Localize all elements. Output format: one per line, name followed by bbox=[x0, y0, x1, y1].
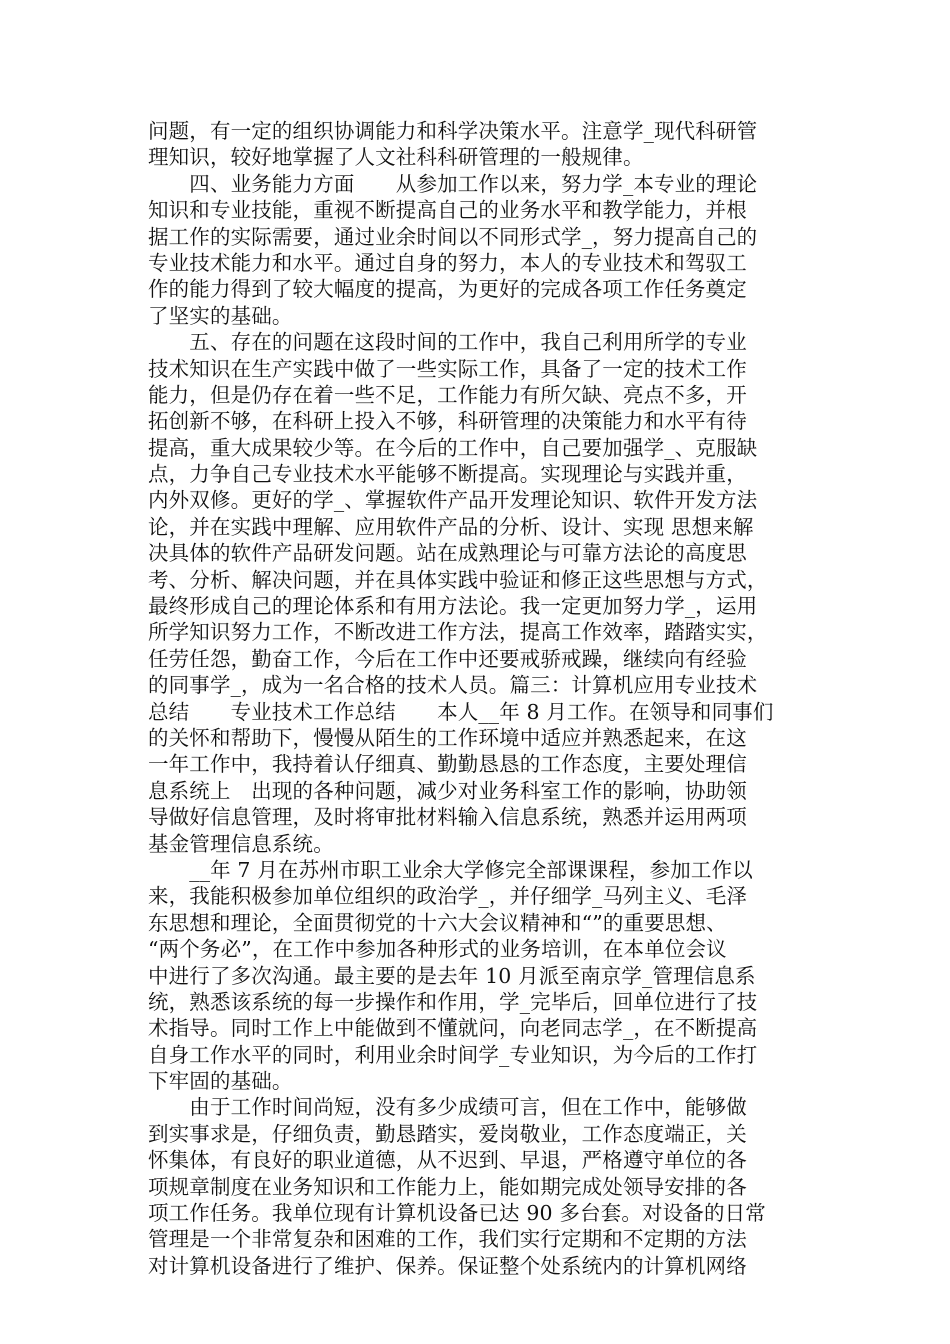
text-line: 息系统上 出现的各种问题，减少对业务科室工作的影响，协助领 bbox=[148, 778, 747, 803]
text-line: 最终形成自己的理论体系和有用方法论。我一定更加努力学_，运用 bbox=[148, 594, 758, 619]
text-line: 知识和专业技能，重视不断提高自己的业务水平和教学能力，并根 bbox=[148, 198, 747, 223]
text-line: 的同事学_，成为一名合格的技术人员。篇三：计算机应用专业技术 bbox=[148, 673, 758, 698]
text-line: 对计算机设备进行了维护、保养。保证整个处系统内的计算机网络 bbox=[148, 1253, 747, 1278]
text-line: 的关怀和帮助下，慢慢从陌生的工作环境中适应并熟悉起来，在这 bbox=[148, 725, 747, 750]
text-line: 所学知识努力工作，不断改进工作方法，提高工作效率，踏踏实实， bbox=[148, 620, 768, 645]
text-line: 拓创新不够，在科研上投入不够，科研管理的决策能力和水平有待 bbox=[148, 409, 747, 434]
body-text bbox=[148, 118, 808, 1279]
text-line: 一年工作中，我持着认仔细真、勤勤恳恳的工作态度，主要处理信 bbox=[148, 752, 747, 777]
text-line: 基金管理信息系统。 bbox=[148, 831, 334, 856]
text-line: 提高，重大成果较少等。在今后的工作中，自己要加强学_、克服缺 bbox=[148, 435, 758, 460]
text-line: 理知识，较好地掌握了人文社科科研管理的一般规律。 bbox=[148, 145, 644, 170]
text-line: 能力，但是仍存在着一些不足，工作能力有所欠缺、亮点不多，开 bbox=[148, 382, 747, 407]
text-line: “两个务必”，在工作中参加各种形式的业务培训，在本单位会议 bbox=[148, 937, 727, 962]
text-line: 管理是一个非常复杂和困难的工作，我们实行定期和不定期的方法 bbox=[148, 1227, 747, 1252]
text-line: 东思想和理论，全面贯彻党的十六大会议精神和“”的重要思想、 bbox=[148, 910, 727, 935]
text-line: 来，我能积极参加单位组织的政治学_，并仔细学_马列主义、毛泽 bbox=[148, 884, 747, 909]
text-line: 下牢固的基础。 bbox=[148, 1069, 293, 1094]
text-line: 专业技术能力和水平。通过自身的努力，本人的专业技术和驾驭工 bbox=[148, 250, 747, 275]
text-line: 问题，有一定的组织协调能力和科学决策水平。注意学_现代科研管 bbox=[148, 119, 758, 143]
text-line: 作的能力得到了较大幅度的提高，为更好的完成各项工作任务奠定 bbox=[148, 277, 747, 302]
text-line: 考、分析、解决问题，并在具体实践中验证和修正这些思想与方式， bbox=[148, 567, 768, 592]
text-line: 怀集体，有良好的职业道德，从不迟到、早退，严格遵守单位的各 bbox=[148, 1148, 747, 1173]
text-line: 项规章制度在业务知识和工作能力上，能如期完成处领导安排的各 bbox=[148, 1174, 747, 1199]
text-line: 总结 专业技术工作总结 本人__年 8 月工作。在领导和同事们 bbox=[148, 699, 774, 724]
text-line: 技术知识在生产实践中做了一些实际工作，具备了一定的技术工作 bbox=[148, 356, 747, 381]
text-line: 术指导。同时工作上中能做到不懂就问，向老同志学_，在不断提高 bbox=[148, 1016, 758, 1041]
text-line: 到实事求是，仔细负责，勤恳踏实，爱岗敬业，工作态度端正，关 bbox=[148, 1121, 747, 1146]
text-line: 中进行了多次沟通。最主要的是去年 10 月派至南京学_管理信息系 bbox=[148, 963, 756, 988]
text-line: 决具体的软件产品研发问题。站在成熟理论与可靠方法论的高度思 bbox=[148, 541, 747, 566]
text-line: 自身工作水平的同时，利用业余时间学_专业知识，为今后的工作打 bbox=[148, 1042, 758, 1067]
text-line: 五、存在的问题在这段时间的工作中，我自己利用所学的专业 bbox=[148, 330, 747, 355]
text-line: 项工作任务。我单位现有计算机设备已达 90 多台套。对设备的日常 bbox=[148, 1201, 766, 1226]
text-line: 统，熟悉该系统的每一步操作和作用，学_完毕后，回单位进行了技 bbox=[148, 989, 758, 1014]
text-line: 了坚实的基础。 bbox=[148, 303, 293, 328]
text-line: 据工作的实际需要，通过业余时间以不同形式学_，努力提高自己的 bbox=[148, 224, 758, 249]
text-line: 任劳任怨，勤奋工作，今后在工作中还要戒骄戒躁，继续向有经验 bbox=[148, 646, 747, 671]
text-line: 点，力争自己专业技术水平能够不断提高。实现理论与实践并重， bbox=[148, 462, 747, 487]
text-line: 论，并在实践中理解、应用软件产品的分析、设计、实现 思想来解 bbox=[148, 514, 754, 539]
text-line: 四、业务能力方面 从参加工作以来，努力学_本专业的理论 bbox=[148, 171, 758, 196]
text-line: 导做好信息管理，及时将审批材料输入信息系统，熟悉并运用两项 bbox=[148, 805, 747, 830]
text-line: 内外双修。更好的学_、掌握软件产品开发理论知识、软件开发方法 bbox=[148, 488, 758, 513]
text-line: 由于工作时间尚短，没有多少成绩可言，但在工作中，能够做 bbox=[148, 1095, 747, 1120]
text-line: __年 7 月在苏州市职工业余大学修完全部课课程，参加工作以 bbox=[148, 857, 753, 882]
